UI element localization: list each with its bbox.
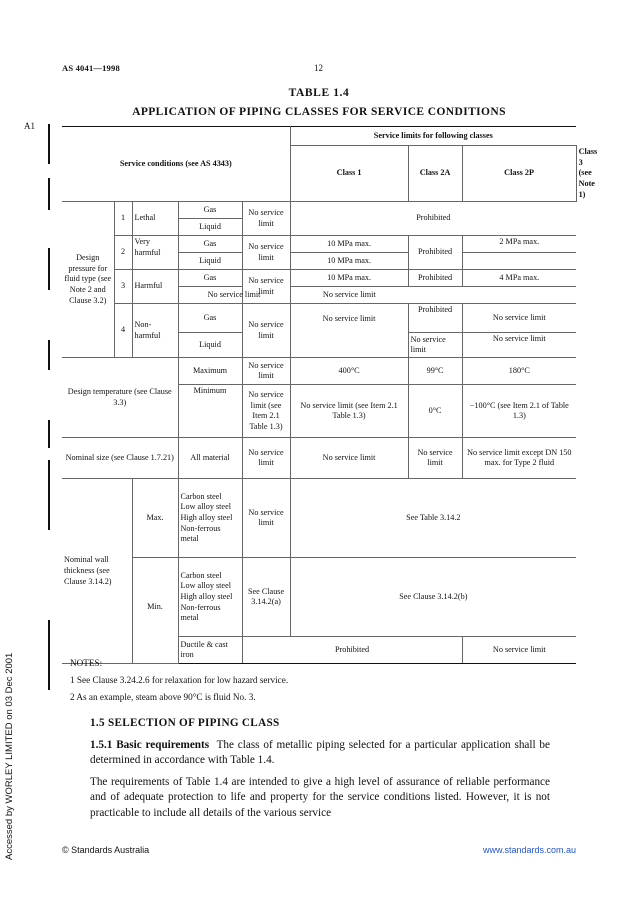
temp-maximum-label: Maximum <box>178 358 242 385</box>
amendment-bar <box>48 178 50 210</box>
nominal-size-class1: No service limit <box>242 438 290 479</box>
temp-minimum-label: Minimum <box>178 385 242 438</box>
table-notes <box>70 655 288 706</box>
class2a-value: 10 MPa max. <box>290 270 408 287</box>
class2p-value: Prohibited <box>408 270 462 287</box>
phase-liquid: Liquid <box>178 219 242 236</box>
class3-value: No service limit <box>462 333 576 358</box>
clause-1-5-1 <box>90 738 550 769</box>
amendment-bar <box>48 460 50 530</box>
temp-max-class3: 180°C <box>462 358 576 385</box>
wall-min-class1: See Clause 3.14.2(a) <box>242 558 290 637</box>
wall-max-label: Max. <box>132 479 178 558</box>
temp-max-class2p: 99°C <box>408 358 462 385</box>
footer-copyright: © Standards Australia <box>62 845 150 855</box>
temp-min-class1: No service limit (see Item 2.1 Table 1.3) <box>242 385 290 438</box>
section-heading: 1.5 SELECTION OF PIPING CLASS <box>90 717 280 729</box>
note-2: 2 As an example, steam above 90°C is fluid No. 3. <box>70 692 256 702</box>
class2p-value: Prohibited <box>408 236 462 270</box>
class2p-value: No service limit <box>408 333 462 358</box>
amendment-bar <box>48 620 50 690</box>
service-limits-header: Service limits for following classes <box>290 127 576 146</box>
design-temperature-label: Design temperature (see Clause 3.3) <box>62 358 178 438</box>
phase-gas: Gas <box>178 236 242 253</box>
paragraph: The requirements of Table 1.4 are intended to give a high level of assurance of reliable performance and of adequate protection to life and property for the service conditions listed. However, it is not practicable to include all details of the various service <box>90 775 550 819</box>
section-1-5 <box>90 716 550 827</box>
design-pressure-label: Design pressure for fluid type (see Note 2 and Clause 3.2) <box>62 202 114 358</box>
amendment-bar <box>48 340 50 370</box>
fluid-number: 4 <box>114 304 132 358</box>
fluid-type-lethal: Lethal <box>132 202 178 236</box>
amendment-bar <box>48 124 50 164</box>
class3-value: 4 MPa max. <box>462 270 576 287</box>
phase-liquid: Liquid <box>178 253 242 270</box>
class2p-value: Prohibited <box>408 304 462 333</box>
wall-ductile-prohibited: Prohibited <box>242 637 462 664</box>
access-stamp: Accessed by WORLEY LIMITED on 03 Dec 2001 <box>4 652 15 860</box>
nominal-size-label: Nominal size (see Clause 1.7.21) <box>62 438 178 479</box>
amendment-mark: A1 <box>24 121 35 131</box>
nominal-size-class2p: No service limit <box>408 438 462 479</box>
prohibited-value: Prohibited <box>290 202 576 236</box>
wall-thickness-label: Nominal wall thickness (see Clause 3.14.2) <box>62 479 132 664</box>
temp-min-class3: −100°C (see Item 2.1 of Table 1.3) <box>462 385 576 438</box>
nominal-size-material: All material <box>178 438 242 479</box>
temp-min-class2p: 0°C <box>408 385 462 438</box>
nominal-size-class2a: No service limit <box>290 438 408 479</box>
temp-max-class1: No service limit <box>242 358 290 385</box>
temp-min-class2a: No service limit (see Item 2.1 Table 1.3) <box>290 385 408 438</box>
class2a-value: 10 MPa max. <box>290 253 408 270</box>
class3-value-blank <box>462 253 576 270</box>
wall-max-class1: No service limit <box>242 479 290 558</box>
fluid-type-harmful: Harmful <box>132 270 178 304</box>
table-label: TABLE 1.4 <box>288 87 350 99</box>
phase-gas: Gas <box>178 202 242 219</box>
fluid-number: 2 <box>114 236 132 270</box>
fluid-type-non-harmful: Non-harmful <box>132 304 178 358</box>
table-title: APPLICATION OF PIPING CLASSES FOR SERVICE CONDITIONS <box>132 106 506 118</box>
class-1-header: Class 1 <box>290 146 408 202</box>
service-table: Service conditions (see AS 4343) Service limits for following classes Class 1 Class 2A Class 2P Class 3 (see Note 1) Design pressure for fluid type (see Note 2 and Clause 3.2) 1 Lethal Gas No service limit Prohibited Liquid 2 Very harmful Gas No service limit 10 MPa max. Prohibited 2 MPa max. Liquid 10 MPa max. 3 Harmful Gas No service limit 10 MPa max. Prohibited 4 MPa max. No service limit No service limit 4 Non-harmful Gas No service limit No service limit Prohibited No service limit Liquid No service limit No service limit Design temperature (see Clause 3.3) Maximum No service limit 400°C 99°C 180°C Minimum No service limit (see Item 2.1 Table 1.3) No service limit (see Item 2.1 Table 1.3) 0°C −100°C (see Item 2.1 of Table 1.3) Nominal size (see Clause 1.7.21) All material No service limit No service limit No service limit No service limit except DN 150 max. for Type 2 fluid Nominal wall thickness (see Clause 3.14.2) Max. Carbon steel Low alloy steel High alloy steel Non-ferrous metal No service limit See Table 3.14.2 Min. Carbon steel Low alloy steel High alloy steel Non-ferrous metal See Clause 3.14.2(a) See Clause 3.14.2(b) Ductile & cast iron Prohibited No service limit <box>62 126 576 664</box>
phase-liquid: Liquid <box>178 333 242 358</box>
document-id: AS 4041—1998 <box>62 63 120 73</box>
page-number: 12 <box>314 63 323 73</box>
temp-max-class2a: 400°C <box>290 358 408 385</box>
class3-value: No service limit <box>290 287 408 304</box>
wall-min-label: Min. <box>132 558 178 664</box>
class3-value: No service limit <box>462 304 576 333</box>
service-conditions-header: Service conditions (see AS 4343) <box>62 127 290 202</box>
class1-value: No service limit <box>242 304 290 358</box>
wall-max-materials: Carbon steel Low alloy steel High alloy steel Non-ferrous metal <box>178 479 242 558</box>
wall-min-other-classes: See Clause 3.14.2(b) <box>290 558 576 637</box>
fluid-type-very-harmful: Very harmful <box>132 236 178 270</box>
class-2a-header: Class 2A <box>408 146 462 202</box>
amendment-bar <box>48 248 50 290</box>
footer-website-link[interactable]: www.standards.com.au <box>482 845 576 855</box>
amendment-bar <box>48 420 50 448</box>
class1-value: No service limit <box>242 202 290 236</box>
note-1: 1 See Clause 3.24.2.6 for relaxation for low hazard service. <box>70 675 289 685</box>
class2a-value: No service limit <box>290 304 408 358</box>
wall-min-materials: Carbon steel Low alloy steel High alloy steel Non-ferrous metal <box>178 558 242 637</box>
class2a-value: 10 MPa max. <box>290 236 408 253</box>
fluid-number: 1 <box>114 202 132 236</box>
clause-heading: 1.5.1 Basic requirements <box>90 738 210 751</box>
class1-value: No service limit <box>242 270 290 304</box>
class1-value: No service limit <box>242 236 290 270</box>
phase-gas: Gas <box>178 304 242 333</box>
wall-ductile-class3: No service limit <box>462 637 576 664</box>
wall-max-other-classes: See Table 3.14.2 <box>290 479 576 558</box>
class3-value: 2 MPa max. <box>462 236 576 253</box>
fluid-number: 3 <box>114 270 132 304</box>
notes-heading: NOTES: <box>70 658 103 668</box>
nominal-size-class3: No service limit except DN 150 max. for Type 2 fluid <box>462 438 576 479</box>
clause-text: The class of metallic piping selected for a particular application shall be determined in accordance with Table 1.4. <box>90 738 550 766</box>
phase-gas: Gas <box>178 270 242 287</box>
class2a-class2p-value: No service limit <box>178 287 290 304</box>
class-2p-header: Class 2P <box>462 146 576 202</box>
wall-ductile-material: Ductile & cast iron <box>178 637 242 664</box>
